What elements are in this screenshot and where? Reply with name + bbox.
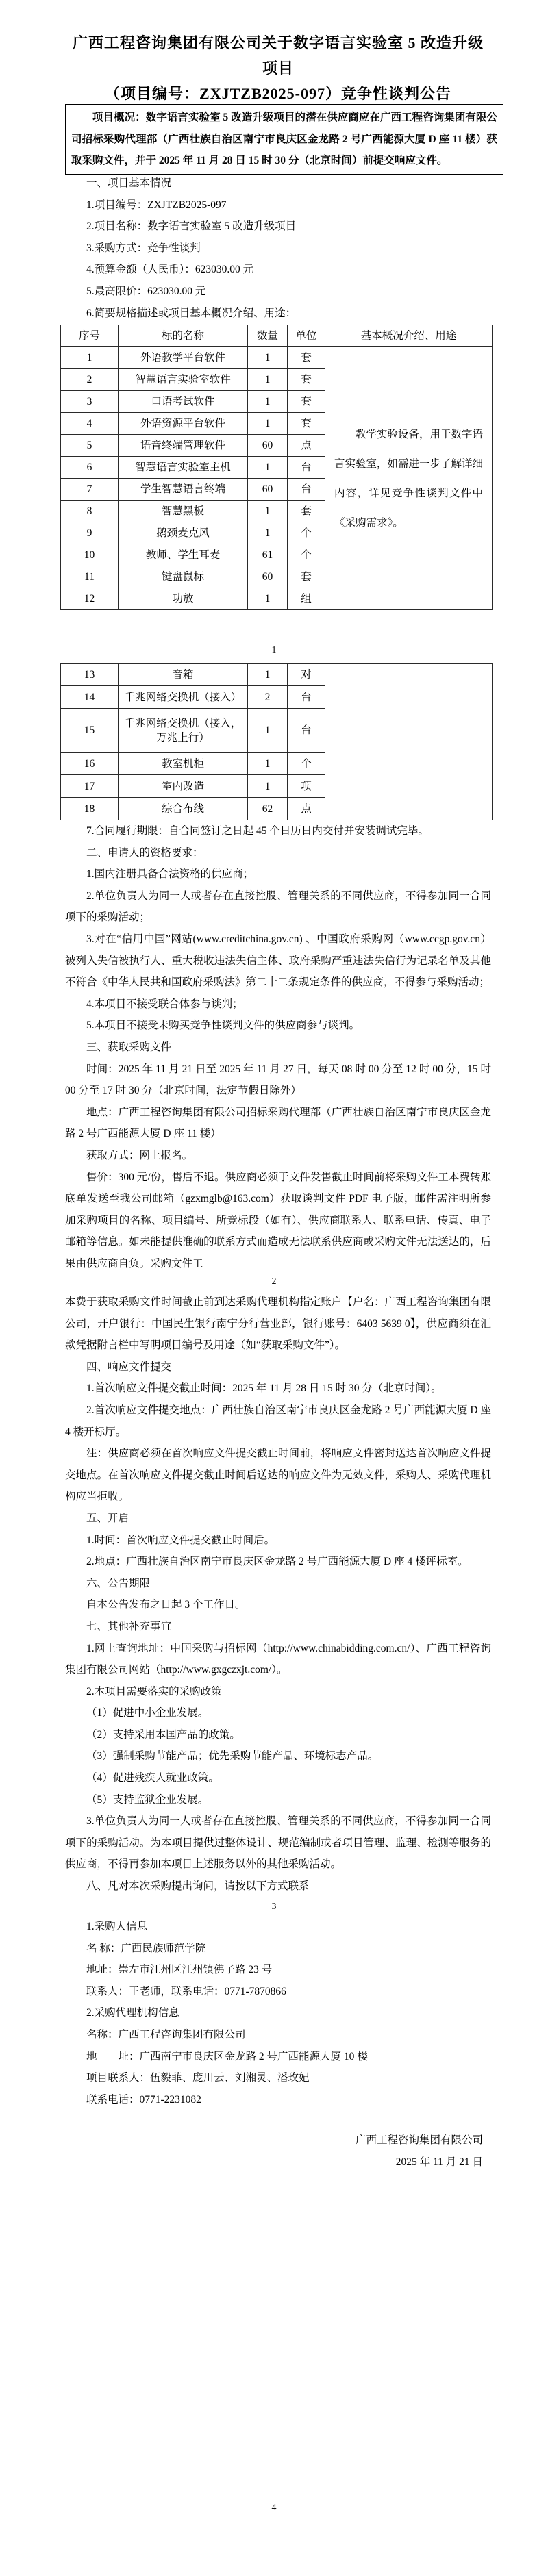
s5-item-2: 2.地点：广西壮族自治区南宁市良庆区金龙路 2 号广西能源大厦 D 座 4 楼评标室。 <box>86 1556 469 1568</box>
contract-period-line: 7.合同履行期限：自合同签订之日起 45 个日历日内交付并安装调试完毕。 <box>86 825 429 837</box>
cell-unit: 点 <box>288 435 325 457</box>
agent-address: 地 址：广西南宁市良庆区金龙路 2 号广西能源大厦 10 楼 <box>86 2050 368 2062</box>
s3-heading: 三、获取采购文件 <box>86 1041 172 1053</box>
cell-qty: 1 <box>248 522 288 544</box>
cell-item-name: 口语考试软件 <box>119 391 248 413</box>
page-number-2: 2 <box>271 1276 277 1287</box>
table-note-cell-empty <box>325 664 493 820</box>
section-basic-info <box>65 173 491 324</box>
s1-item-budget: 4.预算金额（人民币）：623030.00 元 <box>86 264 254 276</box>
cell-item-name: 千兆网络交换机（接入，万兆上行） <box>119 709 248 753</box>
cell-item-name: 教师、学生耳麦 <box>119 544 248 566</box>
s2-heading: 二、申请人的资格要求： <box>86 846 203 859</box>
s3-method: 获取方式：网上报名。 <box>86 1149 193 1161</box>
s7-item-3: 3.单位负责人为同一人或者存在直接控股、管理关系的不同供应商，不得参加同一合同项下的采购活动。为本项目提供过整体设计、规范编制或者项目管理、监理、检测等服务的供应商，不得再参加本项目上述服务以外的其他采购活动。 <box>65 1815 491 1871</box>
cell-item-name: 鹅颈麦克风 <box>119 522 248 544</box>
cell-seq: 1 <box>61 347 119 369</box>
cell-seq: 11 <box>61 566 119 588</box>
items-table-page1 <box>60 325 493 610</box>
cell-qty: 1 <box>248 457 288 479</box>
table-note-cell: 教学实验设备，用于数字语言实验室，如需进一步了解详细内容，详见竞争性谈判文件中《采购需求》。 <box>325 347 493 610</box>
cell-unit: 组 <box>288 588 325 610</box>
s7-policy-2: （2）支持采用本国产品的政策。 <box>86 1728 240 1741</box>
s6-body: 自本公告发布之日起 3 个工作日。 <box>86 1599 246 1611</box>
cell-unit: 个 <box>288 522 325 544</box>
cell-qty: 60 <box>248 479 288 501</box>
cell-item-name: 学生智慧语言终端 <box>119 479 248 501</box>
buyer-name: 名 称：广西民族师范学院 <box>86 1942 206 1954</box>
items-table-page2 <box>60 663 493 820</box>
cell-seq: 18 <box>61 798 119 820</box>
s7-policy-5: （5）支持监狱企业发展。 <box>86 1793 209 1806</box>
cell-seq: 5 <box>61 435 119 457</box>
cell-unit: 套 <box>288 501 325 522</box>
signature-block <box>140 2130 483 2173</box>
cell-item-name: 音箱 <box>119 664 248 686</box>
document-title-line1: 广西工程咨询集团有限公司关于数字语言实验室 5 改造升级项目 <box>72 34 484 77</box>
cell-seq: 14 <box>61 686 119 709</box>
cell-qty: 1 <box>248 664 288 686</box>
cell-unit: 套 <box>288 413 325 435</box>
header-unit: 单位 <box>288 325 325 347</box>
page-number-4: 4 <box>271 2503 277 2513</box>
cell-qty: 2 <box>248 686 288 709</box>
s1-item-project-no: 1.项目编号：ZXJTZB2025-097 <box>86 199 227 211</box>
s2-item-3: 3.对在“信用中国”网站(www.creditchina.gov.cn) 、中国政府采购网（www.ccgp.gov.cn）被列入失信被执行人、重大税收违法失信主体、政府采购严重违法失信行为记录名单及其他不符合《中华人民共和国政府采购法》第二十二条规定条件的供应商，不得参与采购活动； <box>65 933 491 989</box>
s4-item-2: 2.首次响应文件提交地点：广西壮族自治区南宁市良庆区金龙路 2 号广西能源大厦 D 座 4 楼开标厅。 <box>65 1404 491 1438</box>
cell-unit: 点 <box>288 798 325 820</box>
cell-item-name: 键盘鼠标 <box>119 566 248 588</box>
cell-unit: 套 <box>288 391 325 413</box>
cell-item-name: 外语资源平台软件 <box>119 413 248 435</box>
cell-unit: 台 <box>288 479 325 501</box>
s2-item-4: 4.本项目不接受联合体参与谈判； <box>86 998 243 1010</box>
cell-item-name: 教室机柜 <box>119 753 248 775</box>
agent-contacts: 项目联系人：伍毅菲、庞川云、刘湘灵、潘玫妃 <box>86 2072 310 2084</box>
table-row <box>61 664 493 686</box>
s6-heading: 六、公告期限 <box>86 1577 151 1589</box>
page-number-1: 1 <box>271 645 277 655</box>
cell-unit: 套 <box>288 566 325 588</box>
header-seq: 序号 <box>61 325 119 347</box>
cell-qty: 1 <box>248 709 288 753</box>
cell-item-name: 语音终端管理软件 <box>119 435 248 457</box>
cell-seq: 8 <box>61 501 119 522</box>
agent-info-heading: 2.采购代理机构信息 <box>86 2007 179 2019</box>
cell-qty: 1 <box>248 391 288 413</box>
cell-unit: 对 <box>288 664 325 686</box>
cell-qty: 61 <box>248 544 288 566</box>
section-qualifications-and-docs <box>65 820 491 1274</box>
buyer-info-heading: 1.采购人信息 <box>86 1921 148 1932</box>
s7-item-2: 2.本项目需要落实的采购政策 <box>86 1685 222 1697</box>
project-overview-text: 项目概况：数字语言实验室 5 改造升级项目的潜在供应商应在广西工程咨询集团有限公司招标采购代理部（广西壮族自治区南宁市良庆区金龙路 2 号广西能源大厦 D 座 11 楼）获取采购文件，并于 2025 年 11 月 28 日 15 时 30 分（北京时间）前提交响应文件。 <box>71 112 497 167</box>
cell-seq: 9 <box>61 522 119 544</box>
s3-place: 地点：广西工程咨询集团有限公司招标采购代理部（广西壮族自治区南宁市良庆区金龙路 2 号广西能源大厦 D 座 11 楼） <box>65 1106 491 1140</box>
cell-item-name: 外语教学平台软件 <box>119 347 248 369</box>
cell-qty: 1 <box>248 369 288 391</box>
cell-qty: 60 <box>248 435 288 457</box>
header-qty: 数量 <box>248 325 288 347</box>
s7-heading: 七、其他补充事宜 <box>86 1620 172 1632</box>
s8-heading: 八、凡对本次采购提出询问，请按以下方式联系 <box>86 1880 310 1893</box>
cell-unit: 个 <box>288 753 325 775</box>
header-item-name: 标的名称 <box>119 325 248 347</box>
cell-unit: 台 <box>288 457 325 479</box>
cell-unit: 个 <box>288 544 325 566</box>
s1-item-price-cap: 5.最高限价：623030.00 元 <box>86 285 206 297</box>
cell-item-name: 智慧语言实验室软件 <box>119 369 248 391</box>
cell-seq: 10 <box>61 544 119 566</box>
cell-seq: 2 <box>61 369 119 391</box>
signature-date: 2025 年 11 月 21 日 <box>395 2156 483 2168</box>
cell-item-name: 智慧语言实验室主机 <box>119 457 248 479</box>
s2-item-1: 1.国内注册具备合法资格的供应商； <box>86 868 254 881</box>
cell-qty: 1 <box>248 347 288 369</box>
buyer-contact: 联系人：王老师，联系电话：0771-7870866 <box>86 1985 286 1997</box>
cell-qty: 1 <box>248 413 288 435</box>
s5-item-1: 1.时间：首次响应文件提交截止时间后。 <box>86 1534 275 1546</box>
cell-item-name: 综合布线 <box>119 798 248 820</box>
cell-seq: 7 <box>61 479 119 501</box>
s5-heading: 五、开启 <box>86 1512 129 1524</box>
s7-item-1: 1.网上查询地址：中国采购与招标网（http://www.chinabidding.com.cn/）、广西工程咨询集团有限公司网站（http://www.gxgczxjt.com/）。 <box>65 1642 491 1676</box>
agent-name: 名称：广西工程咨询集团有限公司 <box>86 2028 246 2041</box>
cell-qty: 1 <box>248 775 288 798</box>
buyer-address: 地址：崇左市江州区江州镇佛子路 23 号 <box>86 1964 273 1976</box>
cell-unit: 台 <box>288 686 325 709</box>
cell-seq: 16 <box>61 753 119 775</box>
cell-seq: 6 <box>61 457 119 479</box>
s4-note: 注：供应商必须在首次响应文件提交截止时间前，将响应文件密封送达首次响应文件提交地点。在首次响应文件提交截止时间后送达的响应文件为无效文件，采购人、采购代理机构应当拒收。 <box>65 1448 491 1503</box>
signature-company: 广西工程咨询集团有限公司 <box>355 2134 483 2146</box>
s4-heading: 四、响应文件提交 <box>86 1361 172 1373</box>
cell-seq: 13 <box>61 664 119 686</box>
s1-item-spec-intro: 6.简要规格描述或项目基本概况介绍、用途： <box>86 307 297 319</box>
section-submission-and-policies <box>65 1291 491 1897</box>
cell-unit: 套 <box>288 347 325 369</box>
cell-unit: 套 <box>288 369 325 391</box>
s1-item-method: 3.采购方式：竞争性谈判 <box>86 242 201 254</box>
s3-sale-part1: 售价：300 元/份，售后不退。供应商必须于文件发售截止时间前将采购文件工本费转账底单发送至我公司邮箱（gzxmglb@163.com）获取谈判文件 PDF 电子版，邮件需注明所参加采购项目的名称、项目编号、所竞标段（如有）、供应商联系人、联系电话、传真、电子邮箱等信息。如未能提供准确的联系方式而造成无法联系供应商或采购文件无法送达的，后果由供应商自负。采购文件工 <box>65 1171 491 1270</box>
s2-item-5: 5.本项目不接受未购买竞争性谈判文件的供应商参与谈判。 <box>86 1020 360 1032</box>
table-row <box>61 347 493 369</box>
s3-time: 时间：2025 年 11 月 21 日至 2025 年 11 月 27 日，每天 08 时 00 分至 12 时 00 分，15 时 00 分至 17 时 30 分（北京时间，法定节假日除外） <box>65 1063 491 1097</box>
cell-unit: 台 <box>288 709 325 753</box>
cell-qty: 1 <box>248 501 288 522</box>
cell-item-name: 功放 <box>119 588 248 610</box>
cell-seq: 4 <box>61 413 119 435</box>
cell-seq: 15 <box>61 709 119 753</box>
s7-policy-3: （3）强制采购节能产品；优先采购节能产品、环境标志产品。 <box>86 1750 379 1763</box>
agent-phone: 联系电话：0771-2231082 <box>86 2093 201 2106</box>
s3-sale-part2: 本费于获取采购文件时间截止前到达采购代理机构指定账户【户名：广西工程咨询集团有限公司，开户银行：中国民生银行南宁分行营业部，银行账号：6403 5639 0】，供应商须在汇款凭据附言栏中写明项目编号及用途（如“获取采购文件”）。 <box>65 1296 491 1352</box>
page-number-3: 3 <box>271 1902 277 1912</box>
cell-qty: 1 <box>248 753 288 775</box>
cell-qty: 60 <box>248 566 288 588</box>
project-overview-box <box>65 104 503 175</box>
cell-item-name: 千兆网络交换机（接入） <box>119 686 248 709</box>
s1-heading: 一、项目基本情况 <box>86 177 172 189</box>
s4-item-1: 1.首次响应文件提交截止时间：2025 年 11 月 28 日 15 时 30 分（北京时间）。 <box>86 1382 442 1395</box>
s1-item-project-name: 2.项目名称：数字语言实验室 5 改造升级项目 <box>86 220 297 233</box>
cell-qty: 62 <box>248 798 288 820</box>
s7-policy-4: （4）促进残疾人就业政策。 <box>86 1772 219 1784</box>
header-usage: 基本概况介绍、用途 <box>325 325 493 347</box>
s7-policy-1: （1）促进中小企业发展。 <box>86 1707 209 1719</box>
cell-unit: 项 <box>288 775 325 798</box>
cell-item-name: 室内改造 <box>119 775 248 798</box>
table-header-row <box>61 325 493 347</box>
cell-seq: 3 <box>61 391 119 413</box>
cell-item-name: 智慧黑板 <box>119 501 248 522</box>
cell-seq: 17 <box>61 775 119 798</box>
document-title <box>65 30 491 106</box>
cell-qty: 1 <box>248 588 288 610</box>
s2-item-2: 2.单位负责人为同一人或者存在直接控股、管理关系的不同供应商，不得参加同一合同项下的采购活动； <box>65 889 491 924</box>
document-title-line2: （项目编号：ZXJTZB2025-097）竞争性谈判公告 <box>105 85 451 102</box>
section-contact-info <box>65 1916 491 2110</box>
cell-seq: 12 <box>61 588 119 610</box>
